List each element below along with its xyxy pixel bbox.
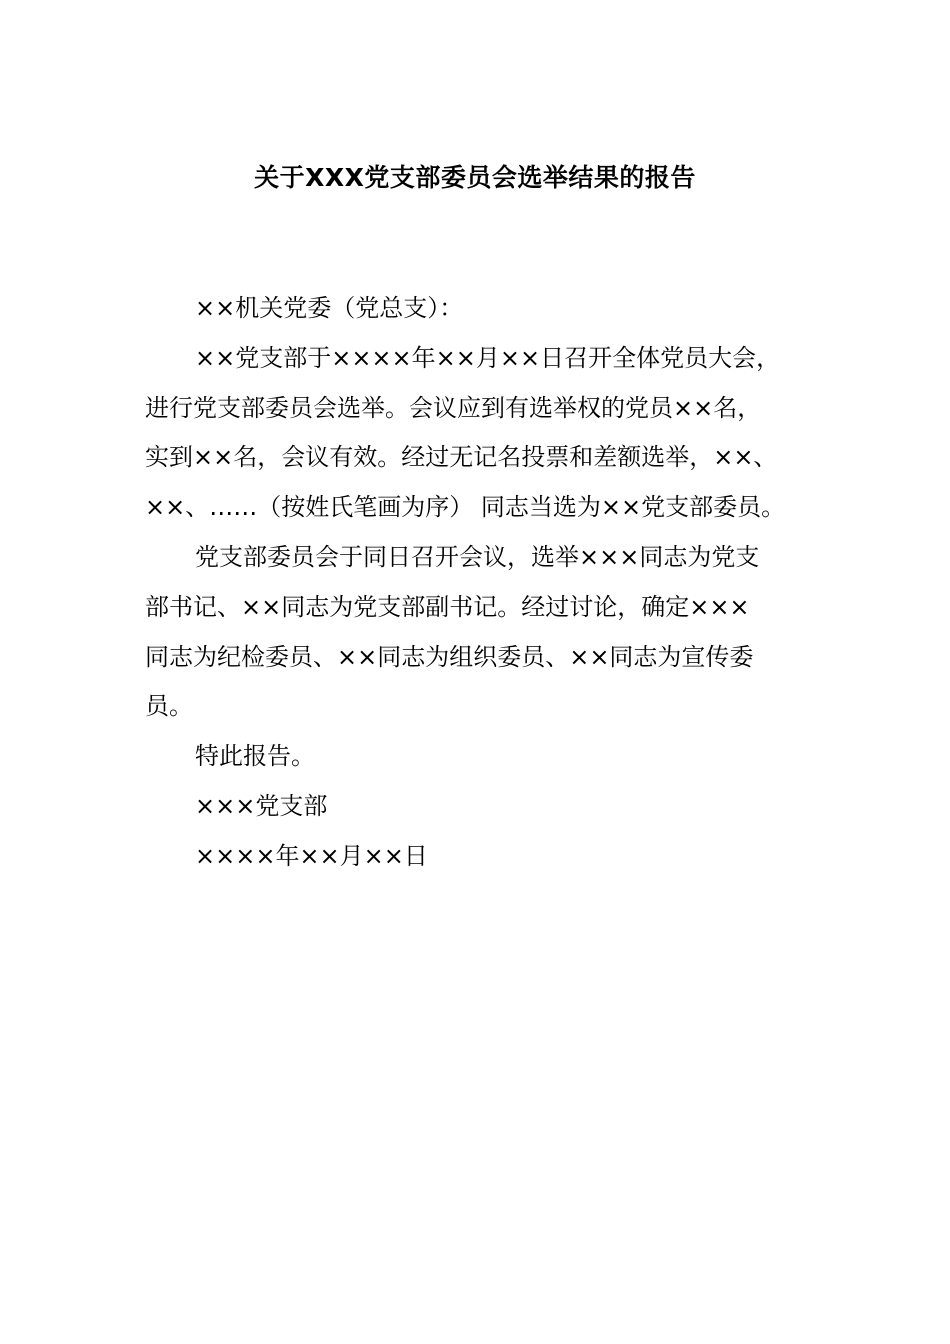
paragraph-line: 实到××名，会议有效。经过无记名投票和差额选举，××、 bbox=[145, 443, 778, 472]
document-body bbox=[145, 284, 835, 882]
paragraph-election-meeting bbox=[145, 334, 835, 533]
paragraph-line: 同志为纪检委员、××同志为组织委员、××同志为宣传委 bbox=[145, 642, 754, 671]
document-title: 关于XXX党支部委员会选举结果的报告 bbox=[254, 163, 696, 192]
paragraph-line: 部书记、××同志为党支部副书记。经过讨论，确定××× bbox=[145, 592, 750, 621]
signature: ×××党支部 bbox=[195, 791, 328, 820]
paragraph-line: ××党支部于××××年××月××日召开全体党员大会， bbox=[195, 343, 781, 372]
date: ××××年××月××日 bbox=[195, 841, 428, 870]
salutation: ××机关党委（党总支）： bbox=[195, 294, 464, 322]
paragraph-line: 党支部委员会于同日召开会议，选举×××同志为党支 bbox=[195, 542, 760, 571]
closing-remark: 特此报告。 bbox=[195, 742, 315, 771]
paragraph-line: ××、……（按姓氏笔画为序） 同志当选为××党支部委员。 bbox=[145, 493, 786, 522]
paragraph-committee-roles bbox=[145, 533, 835, 732]
paragraph-line: 员。 bbox=[145, 692, 193, 721]
paragraph-line: 进行党支部委员会选举。会议应到有选举权的党员××名， bbox=[145, 393, 762, 422]
